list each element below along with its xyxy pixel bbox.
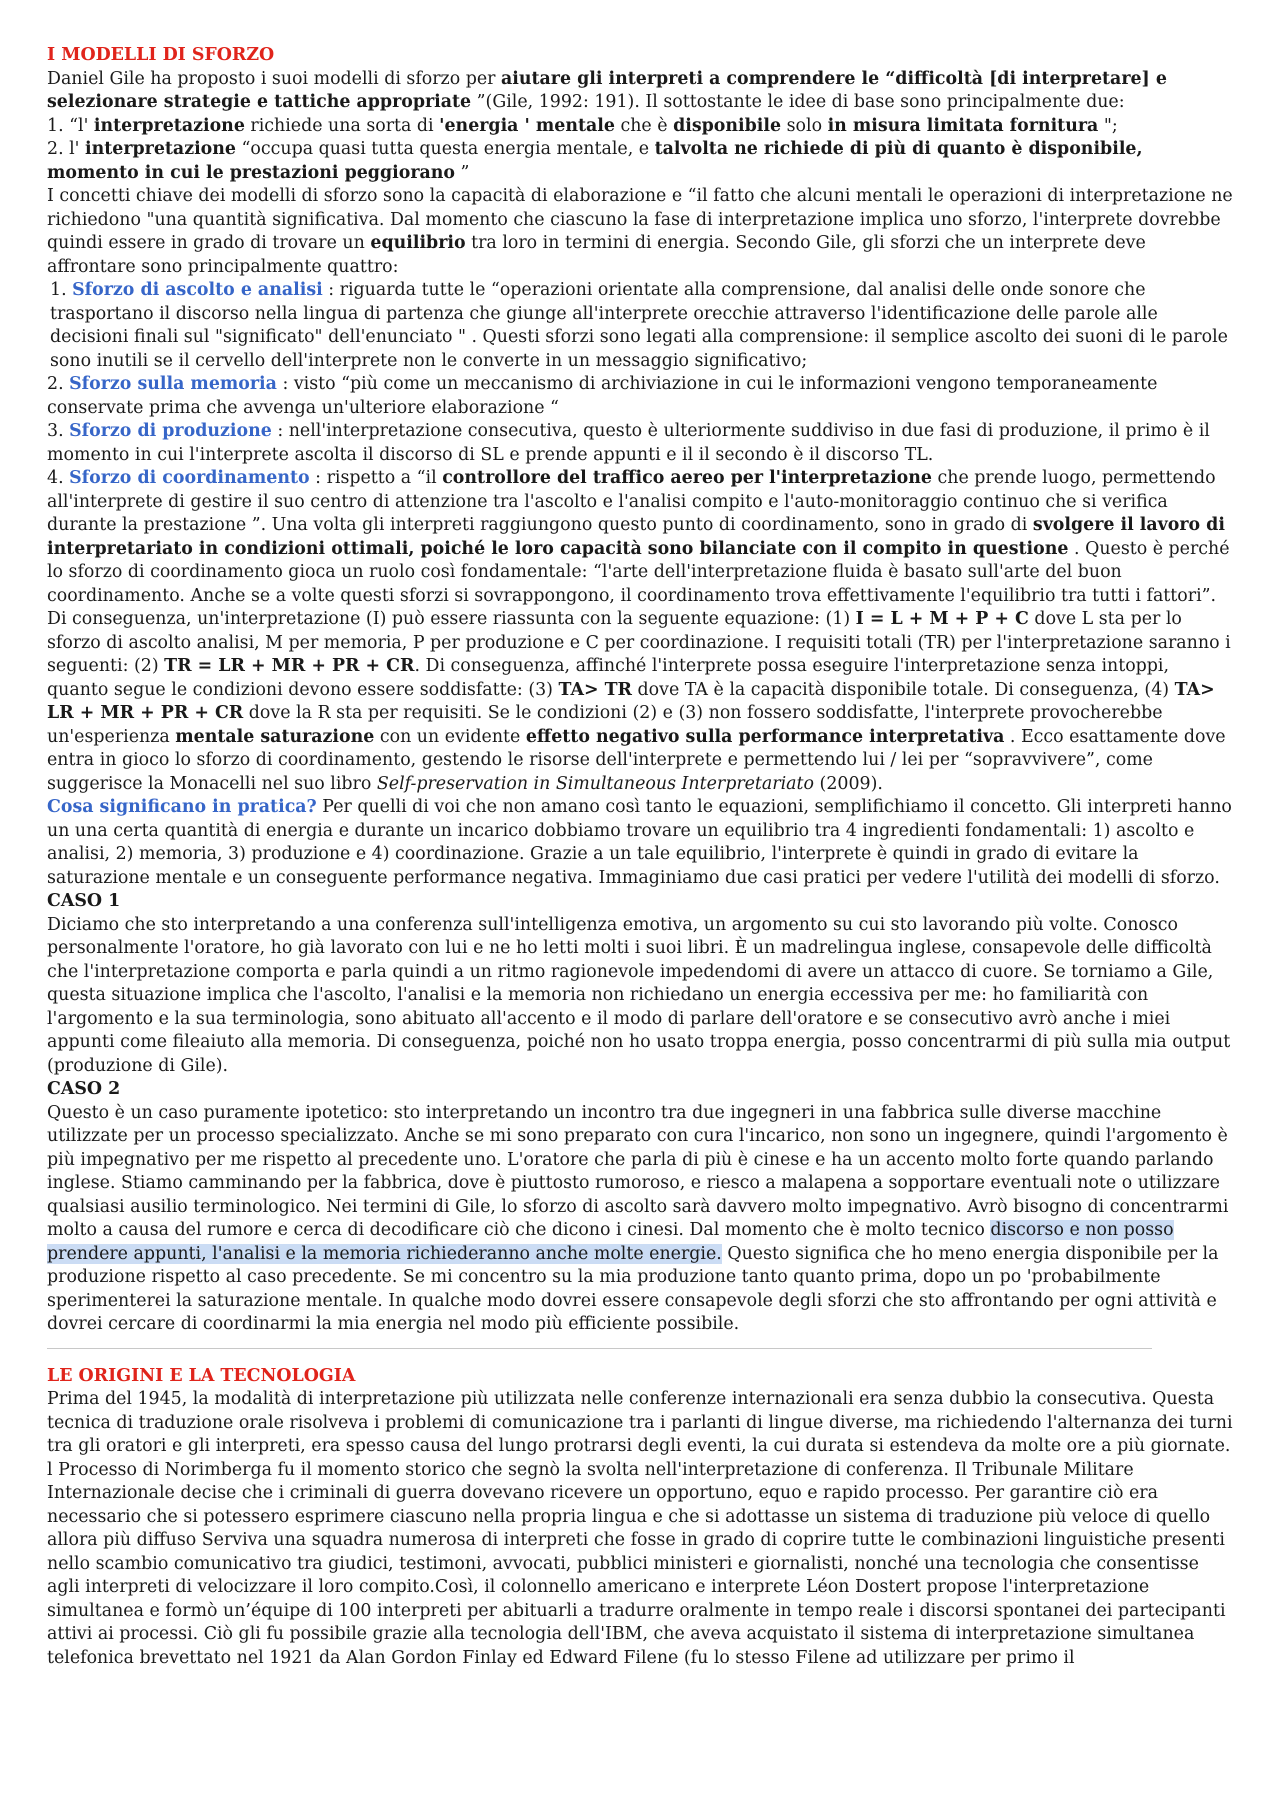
effort-4 — [47, 467, 1233, 796]
document-page — [47, 44, 1233, 1670]
case-1-text: Diciamo che sto interpretando a una conferenza sull'intelligenza emotiva, un argomento su cui sto lavorando più volte. Conosco personalmente l'oratore, ho già lavorato con lui e ne ho letti molti i suoi libri. È un madrelingua inglese, consapevole delle difficoltà che l'interpretazione comporta e parla quindi a un ritmo ragionevole impedendomi di avere un attacco di cuore. Se torniamo a Gile, questa situazione implica che l'ascolto, l'analisi e la memoria non richiedano un energia eccessiva per me: ho familiarità con l'argomento e la sua terminologia, sono abituato all'accento e il modo di parlare dell'oratore e se consecutivo avrò anche i miei appunti come fileaiuto alla memoria. Di conseguenza, poiché non ho usato troppa energia, posso concentrarmi di più sulla mia output (produzione di Gile). — [47, 914, 1231, 1076]
idea1-e: che è — [614, 115, 674, 136]
concepts-paragraph — [47, 185, 1233, 279]
effort1-label: Sforzo di ascolto e analisi — [72, 280, 323, 300]
effort4-t5: . Di conseguenza, affinché l'interprete possa eseguire l'interpretazione senza intoppi, quanto segue le condizioni devono essere soddisfatte: (3) — [47, 656, 1170, 700]
idea1-b: interpretazione — [93, 115, 245, 136]
effort4-t7: dove la R sta per requisiti. Se le condizioni (2) e (3) non fossero soddisfatte, l'interprete provocherebbe un'esperienza — [47, 703, 1163, 747]
effort4-b8: effetto negativo sulla performance interpretativa — [525, 726, 1005, 747]
section-title-origini: LE ORIGINI E LA TECNOLOGIA — [47, 1365, 356, 1386]
highlighted-text[interactable]: discorso e non posso prendere appunti, l'analisi e la memoria richiederanno anche molte energie. — [47, 1220, 1174, 1264]
equation-3: TA> TR — [558, 679, 632, 700]
case-2-title — [47, 1078, 1233, 1102]
practice-label: Cosa significano in pratica? — [47, 797, 317, 817]
effort4-label: Sforzo di coordinamento — [69, 468, 310, 488]
idea1-f: disponibile — [673, 115, 782, 136]
effort2-label: Sforzo sulla memoria — [69, 374, 277, 394]
effort4-b2: svolgere il lavoro di interpretariato in condizioni ottimali, poiché le loro capacità sono bilanciate con il compito in questione — [47, 515, 1225, 559]
idea1-a: 1. “l' — [47, 115, 94, 136]
case1-heading: CASO 1 — [47, 891, 121, 911]
concepts-c: tra loro in termini di energia. Secondo Gile, gli sforzi che un interprete deve affrontare sono principalmente quattro: — [47, 233, 1146, 277]
idea1-d: 'energia ' mentale — [439, 115, 615, 136]
idea1-g: solo — [781, 115, 828, 136]
case-1-title — [47, 890, 1233, 914]
effort4-t10: (2009). — [814, 773, 883, 794]
equation-2: TR = LR + MR + PR + CR — [164, 656, 415, 676]
case2-text-b: Questo significa che ho meno energia disponibile per la produzione rispetto al caso precedente. Se mi concentro su la mia produzione tanto quanto prima, dopo un po 'probabilmente sperimenterei la saturazione mentale. In qualche modo dovrei essere consapevole degli sforzi che sto affrontando per ogni attività e dovrei cercare di coordinarmi la mia energia nel modo più efficiente possibile. — [47, 1243, 1219, 1334]
intro-text-a: Daniel Gile ha proposto i suoi modelli di sforzo per — [47, 68, 501, 89]
concepts-a: I concetti chiave dei modelli di sforzo sono la capacità di elaborazione e “il fatto che alcuni mentali le operazioni di interpretazione ne richiedono "una quantità significativa. Dal momento che ciascuno la fase di interpretazione implica uno sforzo, l'interprete dovrebbe quindi essere in grado di trovare un — [47, 186, 1233, 253]
effort3-text: : nell'interpretazione consecutiva, questo è ulteriormente suddiviso in due fasi di produzione, il primo è il momento in cui l'interprete ascolta il discorso di SL e prende appunti e il il secondo è il discorso TL. — [47, 421, 1210, 465]
effort1-num: 1. — [50, 280, 73, 300]
effort4-t1: : rispetto a “il — [309, 468, 443, 488]
effort4-t2: che prende luogo, permettendo all'interprete di gestire il suo centro di attenzione tra l'ascolto e l'analisi compito e l'auto-monitoraggio continuo che si verifica durante la prestazione ”. Una volta gli interpreti raggiungono questo punto di coordinamento, sono in grado di — [47, 468, 1216, 535]
idea2-c: “occupa quasi tutta questa energia mentale, e — [236, 139, 655, 159]
intro-paragraph — [47, 68, 1233, 115]
case2-text-a: Questo è un caso puramente ipotetico: sto interpretando un incontro tra due ingegneri in una fabbrica sulle diverse macchine utilizzate per un processo specializzato. Anche se mi sono preparato con cura l'incarico, non sono un ingegnere, quindi l'argomento è più impegnativo per me rispetto al precedente uno. L'oratore che parla di più è cinese e ha un accento molto forte quando parlando inglese. Stiamo camminando per la fabbrica, dove è piuttosto rumoroso, e riesco a malapena a sopportare eventuali note o utilizzare qualsiasi ausilio terminologico. Nei termini di Gile, lo sforzo di ascolto sarà davvero molto impegnativo. Avrò bisogno di concentrarmi molto a causa del rumore e cerca di decodificare ciò che dicono i cinesi. Dal momento che è molto tecnico — [47, 1102, 1229, 1240]
case2-heading: CASO 2 — [47, 1079, 121, 1099]
section-divider — [47, 1348, 1152, 1349]
effort4-b1: controllore del traffico aereo per l'interpretazione — [442, 468, 932, 488]
effort2-text: : visto “più come un meccanismo di archiviazione in cui le informazioni vengono temporaneamente conservate prima che avvenga un'ulteriore elaborazione “ — [47, 374, 1158, 418]
effort4-t3: . Questo è perché lo sforzo di coordinamento gioca un ruolo così fondamentale: “l'arte dell'interpretazione fluida è basato sull'arte del buon coordinamento. Anche se a volte questi sforzi si sovrappongono, il coordinamento trova effettivamente l'equilibrio tra tutti i fattori”. Di conseguenza, un'interpretazione (I) può essere riassunta con la seguente equazione: (1) — [47, 538, 1230, 629]
idea-1 — [47, 115, 1233, 139]
effort4-t4: dove L sta per lo sforzo di ascolto analisi, M per memoria, P per produzione e C per coordinazione. I requisiti totali (TR) per l'interpretazione saranno i seguenti: (2) — [47, 609, 1231, 676]
equation-1: I = L + M + P + C — [855, 609, 1029, 629]
effort2-num: 2. — [47, 374, 70, 394]
origini-paragraph: Prima del 1945, la modalità di interpretazione più utilizzata nelle conferenze internazionali era senza dubbio la consecutiva. Questa tecnica di traduzione orale risolveva i problemi di comunicazione tra i parlanti di lingue diverse, ma richiedendo l'alternanza dei turni tra gli oratori e gli interpreti, era spesso causa del lungo protrarsi degli eventi, la cui durata si estendeva da molte ore a più giornate. l Processo di Norimberga fu il momento storico che segnò la svolta nell'interpretazione di conferenza. Il Tribunale Militare Internazionale decise che i criminali di guerra dovevano ricevere un opportuno, equo e rapido processo. Per garantire ciò era necessario che si potessero esprimere ciascuno nella propria lingua e che si adottasse un sistema di traduzione più veloce di quello allora più diffuso Serviva una squadra numerosa di interpreti che fosse in grado di coprire tutte le combinazioni linguistiche presenti nello scambio comunicativo tra giudici, testimoni, avvocati, pubblici ministeri e giornalisti, nonché una tecnologia che consentisse agli interpreti di velocizzare il loro compito.Così, il colonnello americano e interprete Léon Dostert propose l'interpretazione simultanea e formò un’équipe di 100 interpreti per abituarli a tradurre oralmente in tempo reale i discorsi spontanei dei partecipanti attivi ai processi. Ciò gli fu possibile grazie alla tecnologia dell'IBM, che aveva acquistato il sistema di interpretazione simultanea telefonica brevettato nel 1921 da Alan Gordon Finlay ed Edward Filene (fu lo stesso Filene ad utilizzare per primo il — [47, 1389, 1233, 1668]
effort-2 — [47, 373, 1233, 420]
idea1-i: "; — [1098, 115, 1118, 136]
idea2-a: 2. l' — [47, 139, 85, 159]
effort4-t6: dove TA è la capacità disponibile totale. Di conseguenza, (4) — [632, 679, 1175, 700]
idea-2 — [47, 138, 1233, 185]
effort3-label: Sforzo di produzione — [69, 421, 272, 441]
effort-3 — [47, 420, 1233, 467]
effort4-b7: mentale saturazione — [175, 726, 375, 747]
idea2-e: ” — [455, 162, 470, 183]
book-title: Self-preservation in Simultaneous Interpretariato — [376, 773, 814, 794]
practice-paragraph — [47, 796, 1233, 890]
effort3-num: 3. — [47, 421, 70, 441]
effort1-text: : riguarda tutte le “operazioni orientate alla comprensione, dal analisi delle onde sonore che trasportano il discorso nella lingua di partenza che giunge all'interprete orecchie attraverso l'identificazione delle parole alle decisioni finali sul "significato" dell'enunciato " . Questi sforzi sono legati alla comprensione: il semplice ascolto dei suoni di le parole sono inutili se il cervello dell'interprete non le converte in un messaggio significativo; — [50, 280, 1228, 371]
idea1-h: in misura limitata fornitura — [827, 115, 1099, 136]
idea2-b: interpretazione — [85, 139, 236, 159]
effort-1 — [47, 279, 1233, 373]
intro-bold: aiutare gli interpreti a comprendere le “difficoltà [di interpretare] e selezionare strategie e tattiche appropriate — [47, 68, 1167, 112]
equation-4: TA> LR + MR + PR + CR — [47, 679, 1215, 723]
effort4-num: 4. — [47, 468, 70, 488]
effort4-t9: . Ecco esattamente dove entra in gioco lo sforzo di coordinamento, gestendo le risorse dell'interprete e permettendo lui / lei per “sopravvivere”, come suggerisce la Monacelli nel suo libro — [47, 726, 1226, 794]
effort4-t8: con un evidente — [374, 726, 526, 747]
practice-text: Per quelli di voi che non amano così tanto le equazioni, semplifichiamo il concetto. Gli interpreti hanno un una certa quantità di energia e durante un incarico dobbiamo trovare un equilibrio tra 4 ingredienti fondamentali: 1) ascolto e analisi, 2) memoria, 3) produzione e 4) coordinazione. Grazie a un tale equilibrio, l'interprete è quindi in grado di evitare la saturazione mentale e un conseguente performance negativa. Immaginiamo due casi pratici per vedere l'utilità dei modelli di sforzo. — [47, 797, 1232, 888]
case-2-text — [47, 1102, 1233, 1337]
idea2-d: talvolta ne richiede di più di quanto è disponibile, momento in cui le prestazioni peggiorano — [47, 139, 1143, 183]
idea1-c: richiede una sorta di — [244, 115, 440, 136]
section-title-modelli: I MODELLI DI SFORZO — [47, 45, 275, 65]
intro-text-c: ”(Gile, 1992: 191). Il sottostante le idee di base sono principalmente due: — [471, 92, 1125, 112]
concepts-bold: equilibrio — [370, 233, 466, 253]
